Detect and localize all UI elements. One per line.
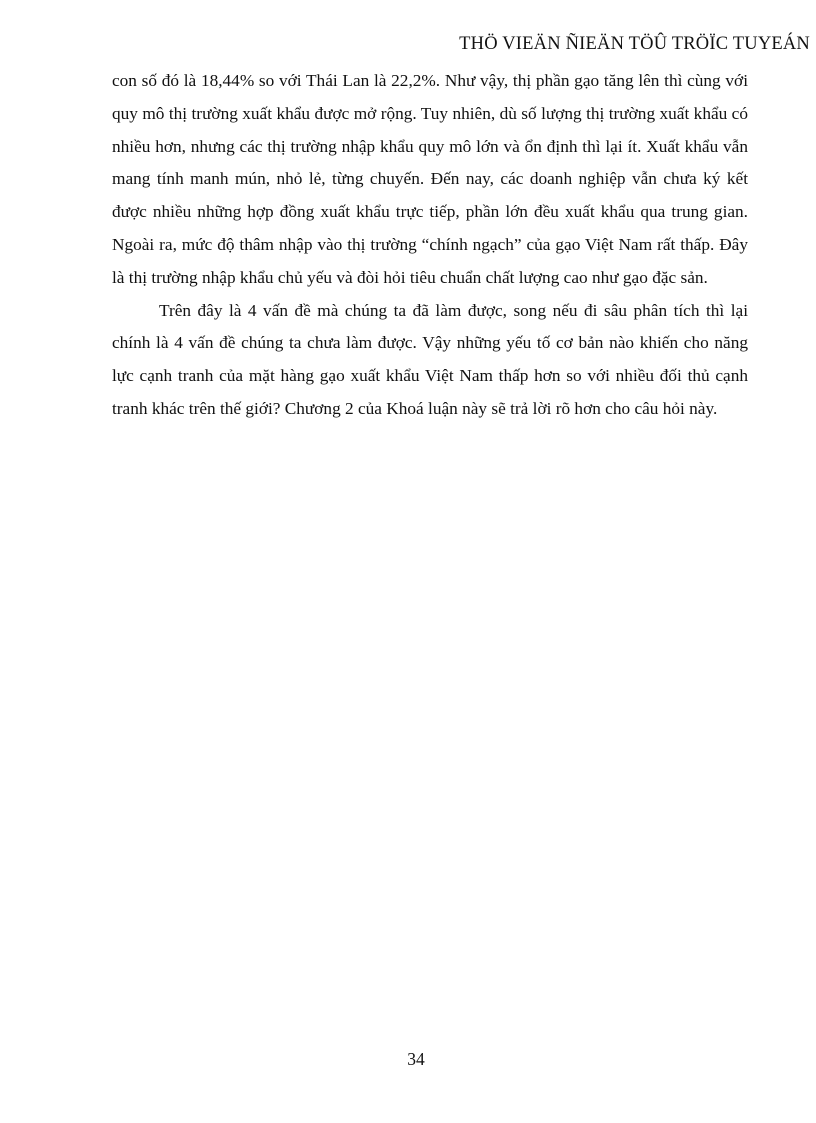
body-text bbox=[112, 65, 748, 426]
paragraph-summary: Trên đây là 4 vấn đề mà chúng ta đã làm được, song nếu đi sâu phân tích thì lại chính là 4 vấn đề chúng ta chưa làm được. Vậy những yếu tố cơ bản nào khiến cho năng lực cạnh tranh của mặt hàng gạo xuất khẩu Việt Nam thấp hơn so với nhiều đối thủ cạnh tranh khác trên thế giới? Chương 2 của Khoá luận này sẽ trả lời rõ hơn cho câu hỏi này. bbox=[112, 300, 748, 418]
paragraph-continued: con số đó là 18,44% so với Thái Lan là 22,2%. Như vậy, thị phần gạo tăng lên thì cùng với quy mô thị trường xuất khẩu được mở rộng. Tuy nhiên, dù số lượng thị trường xuất khẩu có nhiều hơn, nhưng các thị trường nhập khẩu quy mô lớn và ổn định thì lại ít. Xuất khẩu vẫn mang tính manh mún, nhỏ lẻ, từng chuyến. Đến nay, các doanh nghiệp vẫn chưa ký kết được nhiều những hợp đồng xuất khẩu trực tiếp, phần lớn đều xuất khẩu qua trung gian. Ngoài ra, mức độ thâm nhập vào thị trường “chính ngạch” của gạo Việt Nam rất thấp. Đây là thị trường nhập khẩu chủ yếu và đòi hỏi tiêu chuẩn chất lượng cao như gạo đặc sản. bbox=[112, 71, 748, 287]
page-number: 34 bbox=[407, 1049, 425, 1069]
running-header: THÖ VIEÄN ÑIEÄN TÖÛ TRÖÏC TUYEÁN bbox=[459, 34, 810, 54]
